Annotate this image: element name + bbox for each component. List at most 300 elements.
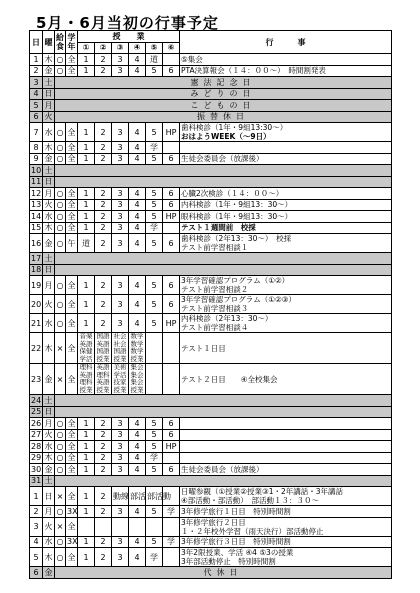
grade-cell: 全: [67, 54, 76, 64]
schedule-row: [30, 165, 392, 177]
period-cell: 1: [78, 276, 95, 295]
lunch-cell: ○: [55, 222, 66, 234]
period-cell: 5: [146, 276, 163, 295]
period-cell: 5: [146, 314, 163, 333]
weekday-cell: 月: [44, 100, 53, 110]
period-cell: 1: [78, 487, 95, 506]
period-4: ④: [129, 42, 146, 54]
day-cell: 13: [31, 200, 42, 210]
weekday-cell: 日: [44, 89, 53, 99]
period-cell: 4: [129, 65, 146, 77]
event-line: ⑤集会: [181, 54, 203, 64]
period-cell: HP: [163, 314, 180, 333]
schedule-row: [30, 475, 392, 487]
day-cell: 8: [30, 142, 43, 154]
period-cell: 6: [163, 464, 180, 476]
event-line: 眼科検診（1年・9組13：30〜）: [181, 211, 293, 221]
day-cell: 15: [31, 223, 42, 233]
period-cell: [163, 364, 180, 395]
event-cell: [180, 123, 392, 142]
period-cell: 1: [78, 429, 95, 441]
event-line: 日曜参観（①授業②授業③1・2年講話・3年講話: [181, 487, 344, 496]
grade-cell: 3X: [67, 537, 78, 547]
period-cell: 数学 数学 数学 授業: [130, 332, 144, 363]
schedule-row: [30, 264, 392, 276]
day-cell: 2: [30, 65, 43, 77]
period-cell: 1: [78, 452, 95, 464]
event-line: テスト前学習相談４: [181, 323, 249, 332]
period-cell: 1: [78, 464, 95, 476]
event-line: PTA決算報会（１４：００〜） 時間割発表: [181, 66, 326, 76]
period-cell: 5: [146, 464, 163, 476]
schedule-row: [30, 276, 392, 295]
event-line: 歯科検診（1年・9組13:30〜）: [181, 123, 288, 132]
schedule-row: [30, 464, 392, 476]
period-cell: [163, 548, 180, 567]
grade-cell: 全: [67, 464, 76, 474]
schedule-row: [30, 487, 392, 506]
day-cell: 26: [31, 418, 42, 428]
period-cell: 1: [78, 506, 95, 518]
day-cell: 2: [30, 506, 43, 518]
period-cell: 英語 理科 英語 授業: [96, 363, 110, 394]
lunch-cell: ○: [55, 123, 66, 142]
lunch-cell: ○: [55, 548, 66, 567]
period-cell: 国語 英語 国語 授業: [96, 332, 110, 363]
weekday-cell: 日: [43, 487, 55, 506]
event-cell: [180, 418, 392, 430]
weekday-cell: 木: [43, 548, 55, 567]
lunch-cell: ○: [55, 211, 66, 223]
period-cell: 5: [146, 429, 163, 441]
event-cell: [180, 441, 392, 453]
day-cell: 27: [31, 430, 42, 440]
period-cell: 3: [112, 452, 129, 464]
period-cell: 6: [163, 188, 180, 200]
day-cell: 21: [30, 314, 43, 333]
period-cell: 道: [146, 54, 163, 66]
header-school-label: 学年: [67, 33, 76, 51]
grade-cell: 全: [66, 123, 78, 142]
weekday-cell: 木: [44, 223, 53, 233]
period-cell: 道: [78, 234, 95, 253]
event-cell: [180, 211, 392, 223]
period-cell: 3: [112, 276, 129, 295]
period-cell: 2: [95, 464, 112, 476]
event-line: 3年学習確認プログラム（①②）: [181, 276, 290, 285]
period-cell: 1: [78, 65, 95, 77]
day-cell: 31: [31, 476, 42, 486]
grade-cell: 3X: [67, 506, 78, 516]
empty-cell: [55, 475, 392, 487]
period-cell: 2: [95, 199, 112, 211]
period-cell: [163, 142, 180, 154]
header-lunch-label: 給食: [56, 33, 64, 51]
grade-cell: 全: [67, 418, 76, 428]
weekday-cell: 金: [44, 567, 53, 577]
period-3: ③: [112, 42, 129, 54]
period-cell: 4: [129, 548, 146, 567]
weekday-cell: 月: [44, 418, 53, 428]
event-line: 3年修学旅行１日目 特別時間割: [181, 506, 291, 516]
weekday-cell: 火: [43, 517, 55, 536]
lunch-cell: ○: [55, 65, 66, 77]
grade-cell: 全: [66, 517, 78, 536]
period-cell: [129, 517, 146, 536]
period-cell: 学: [146, 142, 163, 154]
event-line: テスト前学習相談２: [181, 285, 249, 294]
period-cell: HP: [163, 123, 180, 142]
period-cell: 1: [78, 211, 95, 223]
period-cell: HP: [163, 441, 180, 453]
period-cell: 1: [78, 142, 95, 154]
schedule-row: [30, 199, 392, 211]
event-cell: [180, 517, 392, 536]
period-cell: 3: [112, 429, 129, 441]
grade-cell: 全: [67, 211, 76, 221]
period-cell: 3: [112, 142, 129, 154]
schedule-row: [30, 418, 392, 430]
schedule-row: [30, 406, 392, 418]
period-cell: 部活動: [146, 487, 163, 506]
period-cell: 2: [95, 276, 112, 295]
period-cell: 4: [129, 54, 146, 66]
period-cell: 3: [112, 314, 129, 333]
period-cell: 2: [95, 65, 112, 77]
lunch-cell: ○: [55, 295, 66, 314]
period-cell: 3: [112, 123, 129, 142]
schedule-row: [30, 222, 392, 234]
grade-cell: 全: [66, 295, 78, 314]
schedule-row: [30, 54, 392, 66]
period-cell: 1: [78, 153, 95, 165]
schedule-row: [30, 536, 392, 548]
weekday-cell: 月: [44, 188, 53, 198]
period-cell: 美術 学活 技家 授業: [113, 363, 127, 394]
day-cell: 28: [31, 441, 42, 451]
period-1: ①: [78, 42, 95, 54]
period-cell: 3: [112, 153, 129, 165]
period-cell: 3: [112, 54, 129, 66]
event-cell: [180, 506, 392, 518]
event-line: テスト１日目: [181, 343, 226, 353]
grade-cell: 全: [66, 364, 78, 395]
header-lunch: [55, 31, 66, 54]
period-cell: 3: [112, 548, 129, 567]
schedule-row: [30, 253, 392, 265]
grade-cell: 全: [67, 142, 76, 152]
period-cell: 6: [163, 153, 180, 165]
period-cell: 部活: [129, 487, 146, 506]
period-cell: 5: [146, 441, 163, 453]
schedule-row: [30, 111, 392, 123]
empty-cell: [55, 176, 392, 188]
period-cell: [146, 364, 163, 395]
period-cell: 6: [163, 65, 180, 77]
period-cell: 2: [95, 487, 112, 506]
header-weekday: 曜: [43, 31, 55, 54]
weekday-cell: 金: [44, 464, 53, 474]
day-cell: 29: [31, 453, 42, 463]
header-school: [66, 31, 78, 54]
lunch-cell: ○: [55, 153, 66, 165]
period-cell: [146, 517, 163, 536]
period-cell: 2: [95, 211, 112, 223]
weekday-cell: 木: [44, 453, 53, 463]
event-line: 心臓2次検診（１４：００〜）: [181, 188, 284, 198]
empty-cell: [55, 264, 392, 276]
schedule-row: [30, 295, 392, 314]
period-cell: [163, 452, 180, 464]
period-5: ⑤: [146, 42, 163, 54]
period-cell: 4: [129, 234, 146, 253]
day-cell: 11: [31, 177, 42, 187]
event-line: テスト前学習相談３: [181, 304, 249, 313]
day-cell: 10: [31, 165, 42, 175]
event-line: 歯科検診（2年13：30〜） 校採: [181, 234, 292, 243]
day-cell: 7: [30, 123, 43, 142]
period-cell: [163, 333, 180, 364]
holiday-cell: 代休日: [55, 567, 392, 579]
period-cell: 4: [129, 199, 146, 211]
period-cell: 3: [112, 441, 129, 453]
period-cell: 6: [163, 418, 180, 430]
period-cell: 4: [129, 123, 146, 142]
day-cell: 1: [30, 54, 43, 66]
event-cell: [180, 333, 392, 364]
event-line: テスト１週間前 校採: [181, 223, 256, 233]
period-cell: [163, 54, 180, 66]
day-cell: 17: [31, 253, 42, 263]
weekday-cell: 金: [43, 364, 55, 395]
schedule-row: [30, 506, 392, 518]
lunch-cell: ○: [55, 464, 66, 476]
lunch-cell: ○: [55, 142, 66, 154]
period-cell: [163, 517, 180, 536]
weekday-cell: 火: [44, 430, 53, 440]
period-cell: 2: [95, 506, 112, 518]
period-cell: 集会 集会 集会 授業: [130, 363, 144, 394]
period-cell: 2: [95, 123, 112, 142]
schedule-row: [30, 395, 392, 407]
event-cell: [180, 487, 392, 506]
lunch-cell: ○: [55, 441, 66, 453]
period-cell: 2: [95, 153, 112, 165]
event-line: 3年修学旅行３日目 特別時間割: [181, 537, 291, 547]
period-cell: 1: [78, 314, 95, 333]
schedule-row: [30, 77, 392, 89]
period-cell: 1: [78, 188, 95, 200]
schedule-row: [30, 452, 392, 464]
event-cell: [180, 142, 392, 154]
schedule-row: [30, 88, 392, 100]
weekday-cell: 水: [44, 211, 53, 221]
header-row: [30, 31, 392, 43]
period-cell: 3: [112, 506, 129, 518]
grade-cell: 全: [66, 548, 78, 567]
day-cell: 4: [30, 88, 43, 100]
schedule-row: [30, 429, 392, 441]
period-cell: 6: [163, 429, 180, 441]
schedule-row: [30, 176, 392, 188]
schedule-body: [30, 31, 392, 579]
period-cell: 2: [95, 295, 112, 314]
lunch-cell: ○: [55, 506, 66, 518]
period-cell: 2: [95, 429, 112, 441]
period-cell: 5: [146, 418, 163, 430]
day-cell: 1: [30, 487, 43, 506]
period-cell: 5: [146, 536, 163, 548]
day-cell: 6: [30, 111, 43, 123]
period-cell: HP: [163, 211, 180, 223]
period-cell: [78, 517, 95, 536]
period-cell: 理科 英語 理科 授業: [79, 363, 93, 394]
schedule-row: [30, 100, 392, 112]
period-cell: 4: [129, 506, 146, 518]
weekday-cell: 火: [44, 200, 53, 210]
day-cell: 24: [31, 395, 42, 405]
day-cell: 23: [30, 364, 43, 395]
period-cell: 3: [112, 222, 129, 234]
page-title: 5月・6月当初の行事予定: [36, 14, 219, 32]
weekday-cell: 土: [44, 253, 53, 263]
weekday-cell: 金: [43, 234, 55, 253]
event-line: 内科検診（2年13：30〜）: [181, 314, 273, 323]
lunch-cell: ○: [55, 234, 66, 253]
event-cell: [180, 65, 392, 77]
day-cell: 5: [30, 100, 43, 112]
grade-cell: 全: [67, 154, 76, 164]
period-cell: 2: [95, 418, 112, 430]
grade-cell: 全: [66, 314, 78, 333]
event-cell: [180, 314, 392, 333]
lunch-cell: ○: [55, 314, 66, 333]
event-cell: [180, 452, 392, 464]
schedule-row: [30, 441, 392, 453]
period-cell: 3: [112, 234, 129, 253]
period-cell: 1: [78, 54, 95, 66]
period-cell: 学: [163, 506, 180, 518]
weekday-cell: 火: [43, 295, 55, 314]
event-cell: [180, 54, 392, 66]
holiday-cell: こどもの日: [55, 100, 392, 112]
period-cell: 3: [112, 65, 129, 77]
lunch-cell: ×: [55, 333, 66, 364]
schedule-row: [30, 188, 392, 200]
period-cell: 5: [146, 153, 163, 165]
period-cell: 5: [146, 234, 163, 253]
period-cell: 1: [78, 536, 95, 548]
schedule-row: [30, 234, 392, 253]
period-cell: 2: [95, 222, 112, 234]
lunch-cell: ○: [55, 276, 66, 295]
grade-cell: 全: [66, 487, 78, 506]
period-cell: [112, 517, 129, 536]
weekday-cell: 水: [43, 123, 55, 142]
event-line: 生徒会委員会（放課後）: [181, 464, 264, 474]
period-cell: 5: [146, 65, 163, 77]
event-line: おはようWEEK（〜9日）: [181, 132, 271, 141]
period-cell: 5: [146, 295, 163, 314]
grade-cell: 全: [67, 430, 76, 440]
lunch-cell: ○: [55, 536, 66, 548]
event-line: 3年部活動停止 特別時間割: [181, 557, 276, 566]
period-cell: 4: [129, 429, 146, 441]
weekday-cell: 木: [44, 54, 53, 64]
schedule-row: [30, 153, 392, 165]
empty-cell: [55, 253, 392, 265]
period-cell: 2: [95, 234, 112, 253]
period-cell: 学: [146, 548, 163, 567]
period-cell: 動線: [112, 487, 129, 506]
period-cell: 1: [78, 123, 95, 142]
day-cell: 12: [31, 188, 42, 198]
day-cell: 3: [30, 517, 43, 536]
period-cell: 4: [129, 314, 146, 333]
day-cell: 3: [30, 77, 43, 89]
weekday-cell: 水: [43, 314, 55, 333]
lunch-cell: ×: [55, 364, 66, 395]
weekday-cell: 金: [44, 66, 53, 76]
grade-cell: 全: [66, 276, 78, 295]
event-line: 生徒会委員会（放課後）: [181, 154, 264, 164]
day-cell: 6: [30, 567, 43, 579]
period-cell: 学: [146, 452, 163, 464]
grade-cell: 全: [67, 200, 76, 210]
holiday-cell: 振替休日: [55, 111, 392, 123]
period-cell: 5: [146, 123, 163, 142]
lunch-cell: ○: [55, 418, 66, 430]
header-classes: 授 業: [78, 31, 180, 43]
period-cell: 4: [129, 418, 146, 430]
event-cell: [180, 464, 392, 476]
period-cell: 2: [95, 188, 112, 200]
period-cell: 6: [163, 276, 180, 295]
period-cell: 1: [78, 441, 95, 453]
day-cell: 5: [30, 548, 43, 567]
weekday-cell: 日: [44, 177, 53, 187]
weekday-cell: 水: [44, 441, 53, 451]
lunch-cell: ×: [55, 517, 66, 536]
period-cell: 音楽 英語 保健 学活: [79, 332, 93, 363]
grade-cell: 全: [66, 333, 78, 364]
weekday-cell: 月: [44, 506, 53, 516]
schedule-row: [30, 567, 392, 579]
event-line: テスト２日目 ④全校集会: [181, 374, 278, 384]
event-cell: [180, 364, 392, 395]
event-cell: [180, 536, 392, 548]
period-cell: 6: [163, 234, 180, 253]
grade-cell: 全: [67, 223, 76, 233]
schedule-row: [30, 314, 392, 333]
event-line: １・２年校外学習（雨天決行）部活動停止: [181, 526, 324, 536]
grade-cell: 全: [67, 453, 76, 463]
day-cell: 18: [31, 265, 42, 275]
period-cell: [95, 517, 112, 536]
period-cell: 3: [112, 211, 129, 223]
grade-cell: 午: [66, 234, 78, 253]
period-cell: 4: [129, 188, 146, 200]
period-cell: 4: [129, 452, 146, 464]
day-cell: 22: [30, 333, 43, 364]
weekday-cell: 土: [44, 165, 53, 175]
weekday-cell: 金: [44, 154, 53, 164]
period-cell: 3: [112, 295, 129, 314]
weekday-cell: 土: [44, 395, 53, 405]
event-line: 3年2限授業、学活 ④4 ⑤3の授業: [181, 548, 294, 557]
day-cell: 16: [30, 234, 43, 253]
period-cell: 社会 社会 国語 授業: [113, 332, 127, 363]
